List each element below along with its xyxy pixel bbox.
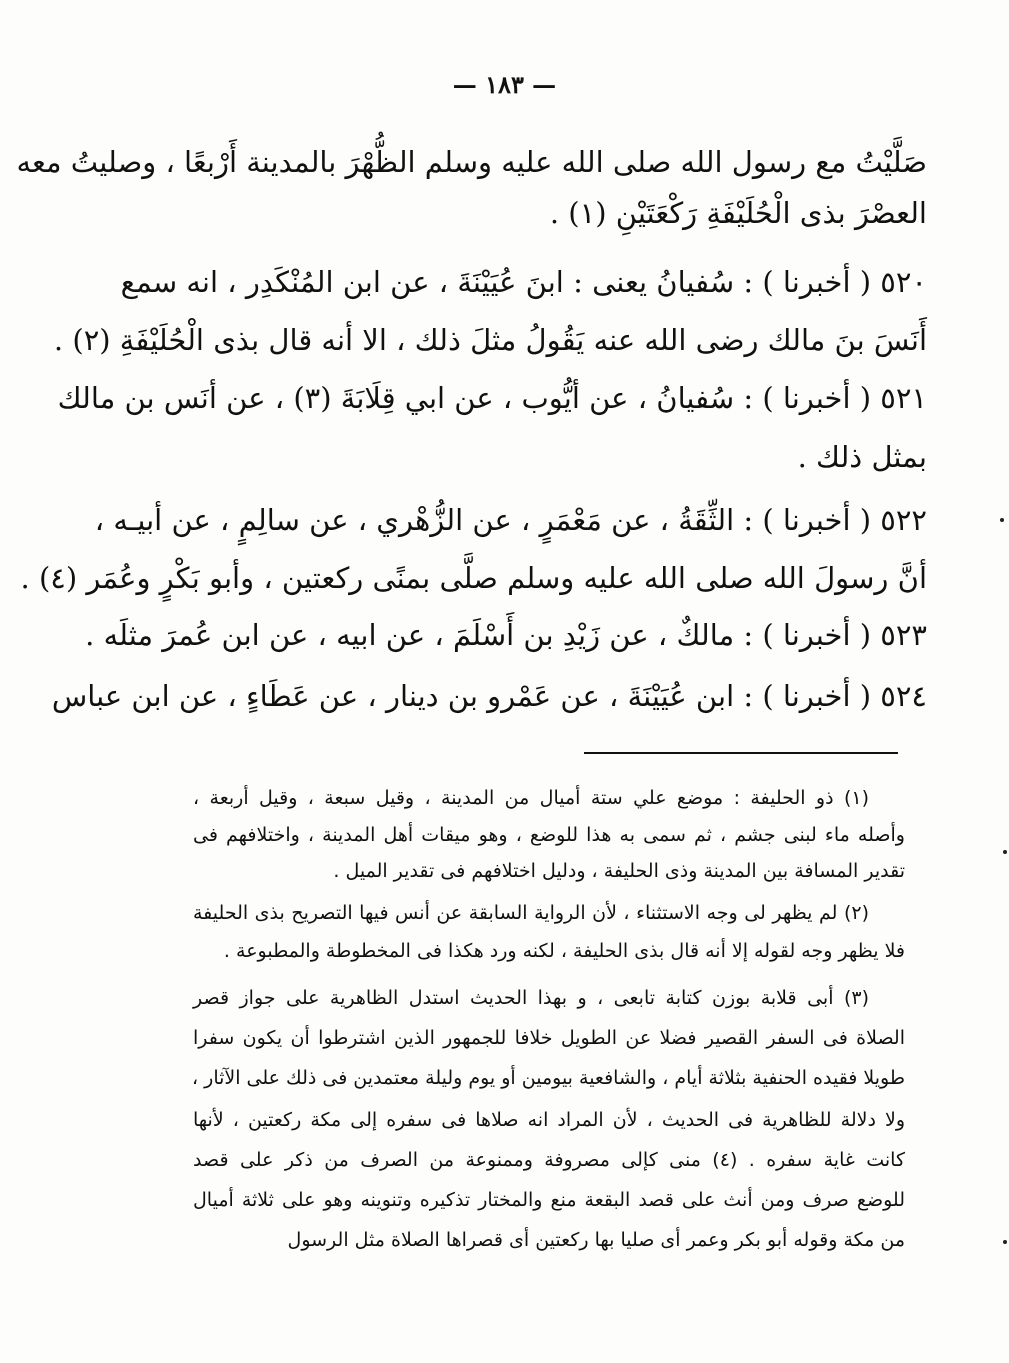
body-line: العصْرَ بذى الْحُلَيْفَةِ رَكْعَتَيْنِ (١) . — [549, 196, 927, 230]
body-line: أنَّ رسولَ الله صلى الله عليه وسلم صلَّى بمنًى ركعتين ، وأبو بَكْرٍ وعُمَر (٤) . — [20, 561, 927, 595]
footnote-line: وأصله ماء لبنى جشم ، ثم سمى به هذا للوضع ، وهو ميقات أهل المدينة ، واختلافهم فى — [193, 824, 905, 846]
body-line: بمثل ذلك . — [797, 440, 927, 474]
scan-speck — [1003, 1240, 1007, 1244]
body-line: ٥٢٤ ( أخبرنا ) : ابن عُيَيْنَةَ ، عن عَمْرو بن دينار ، عن عَطَاءٍ ، عن ابن عباس — [51, 679, 927, 713]
body-line: ٥٢٠ ( أخبرنا ) : سُفيانُ يعنى : ابنَ عُيَيْنَةَ ، عن ابن المُنْكَدِر ، انه سمع — [120, 265, 927, 299]
body-line: أَنَسَ بنَ مالك رضى الله عنه يَقُولُ مثلَ ذلك ، الا أنه قال بذى الْحُلَيْفَةِ (٢) . — [53, 323, 927, 357]
footnote-line: (٢) لم يظهر لى وجه الاستثناء ، لأن الرواية السابقة عن أنس فيها التصريح بذى الحليفة — [193, 902, 869, 924]
footnote-line: ولا دلالة للظاهرية فى الحديث ، لأن المراد انه صلاها فى سفره إلى مكة ركعتين ، لأنها — [193, 1109, 905, 1131]
footnote-line: من مكة وقوله أبو بكر وعمر أى صليا بها ركعتين أى قصراها الصلاة مثل الرسول — [287, 1229, 905, 1251]
footnote-line: الصلاة فى السفر القصير فضلا عن الطويل خلافا للجمهور الذين اشترطوا أن يكون سفرا — [193, 1027, 905, 1049]
scan-speck — [1003, 850, 1007, 854]
footnote-line: طويلا فقيده الحنفية بثلاثة أيام ، والشافعية بيومين أو يوم وليلة معتمدين فى ذلك على الآثار ، — [191, 1067, 905, 1089]
footnote-line: كانت غاية سفره . (٤) منى كإلى مصروفة وممنوعة من الصرف من ذكر على قصد — [193, 1149, 906, 1171]
footnote-line: (٣) أبى قلابة بوزن كتابة تابعى ، و بهذا الحديث استدل الظاهرية على جواز قصر — [193, 987, 869, 1009]
footnote-line: فلا يظهر وجه لقوله إلا أنه قال بذى الحليفة ، لكنه ورد هكذا فى المخطوطة والمطبوعة . — [223, 940, 905, 962]
body-line: ٥٢١ ( أخبرنا ) : سُفيانُ ، عن أيُّوب ، عن ابي قِلَابَةَ (٣) ، عن أنَس بن مالك — [57, 381, 927, 415]
footnote-line: تقدير المسافة بين المدينة وذى الحليفة ، ودليل اختلافهم فى تقدير الميل . — [333, 860, 905, 882]
page-number: — ١٨٣ — — [452, 70, 557, 99]
scan-speck — [1000, 518, 1004, 522]
footnote-line: (١) ذو الحليفة : موضع علي ستة أميال من المدينة ، وقيل سبعة ، وقيل أربعة ، — [193, 787, 869, 809]
footnote-separator — [584, 752, 898, 754]
body-line: ٥٢٣ ( أخبرنا ) : مالكٌ ، عن زَيْدِ بن أَسْلَمَ ، عن ابيه ، عن ابن عُمرَ مثلَه . — [85, 618, 927, 652]
body-line: ٥٢٢ ( أخبرنا ) : الثِّقَةُ ، عن مَعْمَرٍ ، عن الزُّهْري ، عن سالِمٍ ، عن أبيـه ، — [94, 503, 927, 537]
footnote-line: للوضع صرف ومن أنث على قصد البقعة منع والمختار تذكيره وتنوينه وهو على ثلاثة أميال — [193, 1189, 905, 1211]
body-line: صَلَّيْتُ مع رسول الله صلى الله عليه وسلم الظُّهْرَ بالمدينة أَرْبعًا ، وصليتُ معه — [16, 145, 927, 179]
